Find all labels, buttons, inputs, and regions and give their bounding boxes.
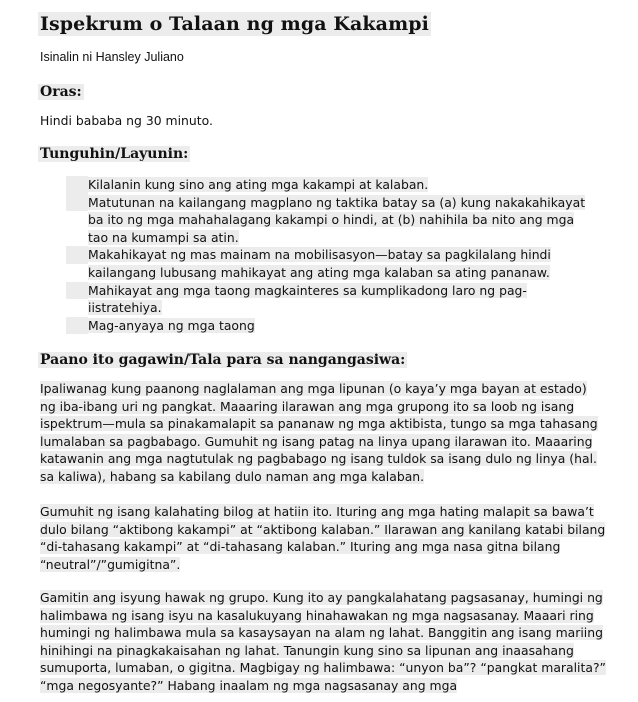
goals-list bbox=[66, 176, 586, 334]
goal-item-text: Kilalanin kung sino ang ating mga kakampi at kalaban. bbox=[88, 177, 429, 192]
list-marker bbox=[66, 282, 88, 300]
goal-item bbox=[66, 176, 586, 194]
paragraph-text: Ipaliwanag kung paanong naglalaman ang mga lipunan (o kaya’y mga bayan at estado) ng iba-ibang uri ng pangkat. Maaaring ilarawan ang mga grupong ito sa loob ng isang ispektrum—mula sa pinakamalapit sa pananaw ng mga aktibista, tungo sa mga tahasang lumalaban sa pagbabago. Gumuhit ng isang patag na linya upang ilarawan ito. Maaaring katawanin ang mga nagtutulak ng pagbabago ng isang tuldok sa isang dulo ng linya (hal. sa kaliwa), habang sa kabilang dulo naman ang mga kalaban. bbox=[40, 381, 598, 484]
paragraph bbox=[40, 589, 606, 694]
goal-item bbox=[66, 317, 586, 335]
list-marker bbox=[66, 194, 88, 212]
section-heading-oras: Oras: bbox=[40, 84, 82, 100]
oras-text-content: Hindi bababa ng 30 minuto. bbox=[40, 113, 213, 128]
paragraph bbox=[40, 503, 606, 573]
goal-item bbox=[66, 194, 586, 247]
goal-item-text: Mag-anyaya ng mga taong bbox=[88, 317, 255, 333]
goal-item-text: Mahikayat ang mga taong magkainteres sa kumplikadong laro ng pag-iistratehiya. bbox=[88, 282, 527, 316]
oras-text bbox=[40, 112, 606, 130]
section-heading-tunguhin: Tunguhin/Layunin: bbox=[40, 146, 189, 162]
goal-item bbox=[66, 246, 586, 281]
paragraph-text: Gumuhit ng isang kalahating bilog at hatiin ito. Ituring ang mga hating malapit sa bawa’t dulo bilang “aktibong kakampi” at “aktibong kalaban.” Ilarawan ang kanilang katabi bilang “di-tahasang kakampi” at “di-tahasang kalaban.” Ituring ang mga nasa gitna bilang “neutral”/”gumigitna”. bbox=[40, 504, 606, 572]
list-marker bbox=[66, 317, 88, 335]
goal-item-text: Makahikayat ng mas mainam na mobilisasyon—batay sa pagkilalang hindi kailangang lubusang mahikayat ang ating mga kalaban sa ating pananaw. bbox=[88, 247, 551, 280]
section-heading-paano: Paano ito gagawin/Tala para sa nangangasiwa: bbox=[40, 352, 406, 368]
goal-item-text: Matutunan na kailangang magplano ng taktika batay sa (a) kung nakakahikayat ba ito ng mga mahahalagang kakampi o hindi, at (b) nahihila ba nito ang mga tao na kumampi sa atin. bbox=[88, 194, 586, 245]
paragraph bbox=[40, 380, 606, 485]
list-marker bbox=[66, 246, 88, 264]
paragraph-text: Gamitin ang isyung hawak ng grupo. Kung ito ay pangkalahatang pagsasanay, humingi ng halimbawa ng isang isyu na kasalukuyang hinahawakan ng mga nagsasanay. Maaari ring humingi ng halimbawa mula sa kasaysayan na alam ng lahat. Banggitin ang isang mariing hinihingi na pinagkakaisahan ng lahat. Tanungin kung sino sa lipunan ang inaasahang sumuporta, lumaban, o gigitna. Magbigay ng halimbawa: “unyon ba”? “pangkat maralita?” “mga negosyante?” Habang inaalam ng mga nagsasanay ang mga bbox=[40, 590, 606, 693]
goal-item bbox=[66, 282, 586, 317]
translator-credit: Isinalin ni Hansley Juliano bbox=[40, 50, 184, 64]
list-marker bbox=[66, 176, 88, 194]
document-title: Ispekrum o Talaan ng mga Kakampi bbox=[40, 13, 429, 35]
